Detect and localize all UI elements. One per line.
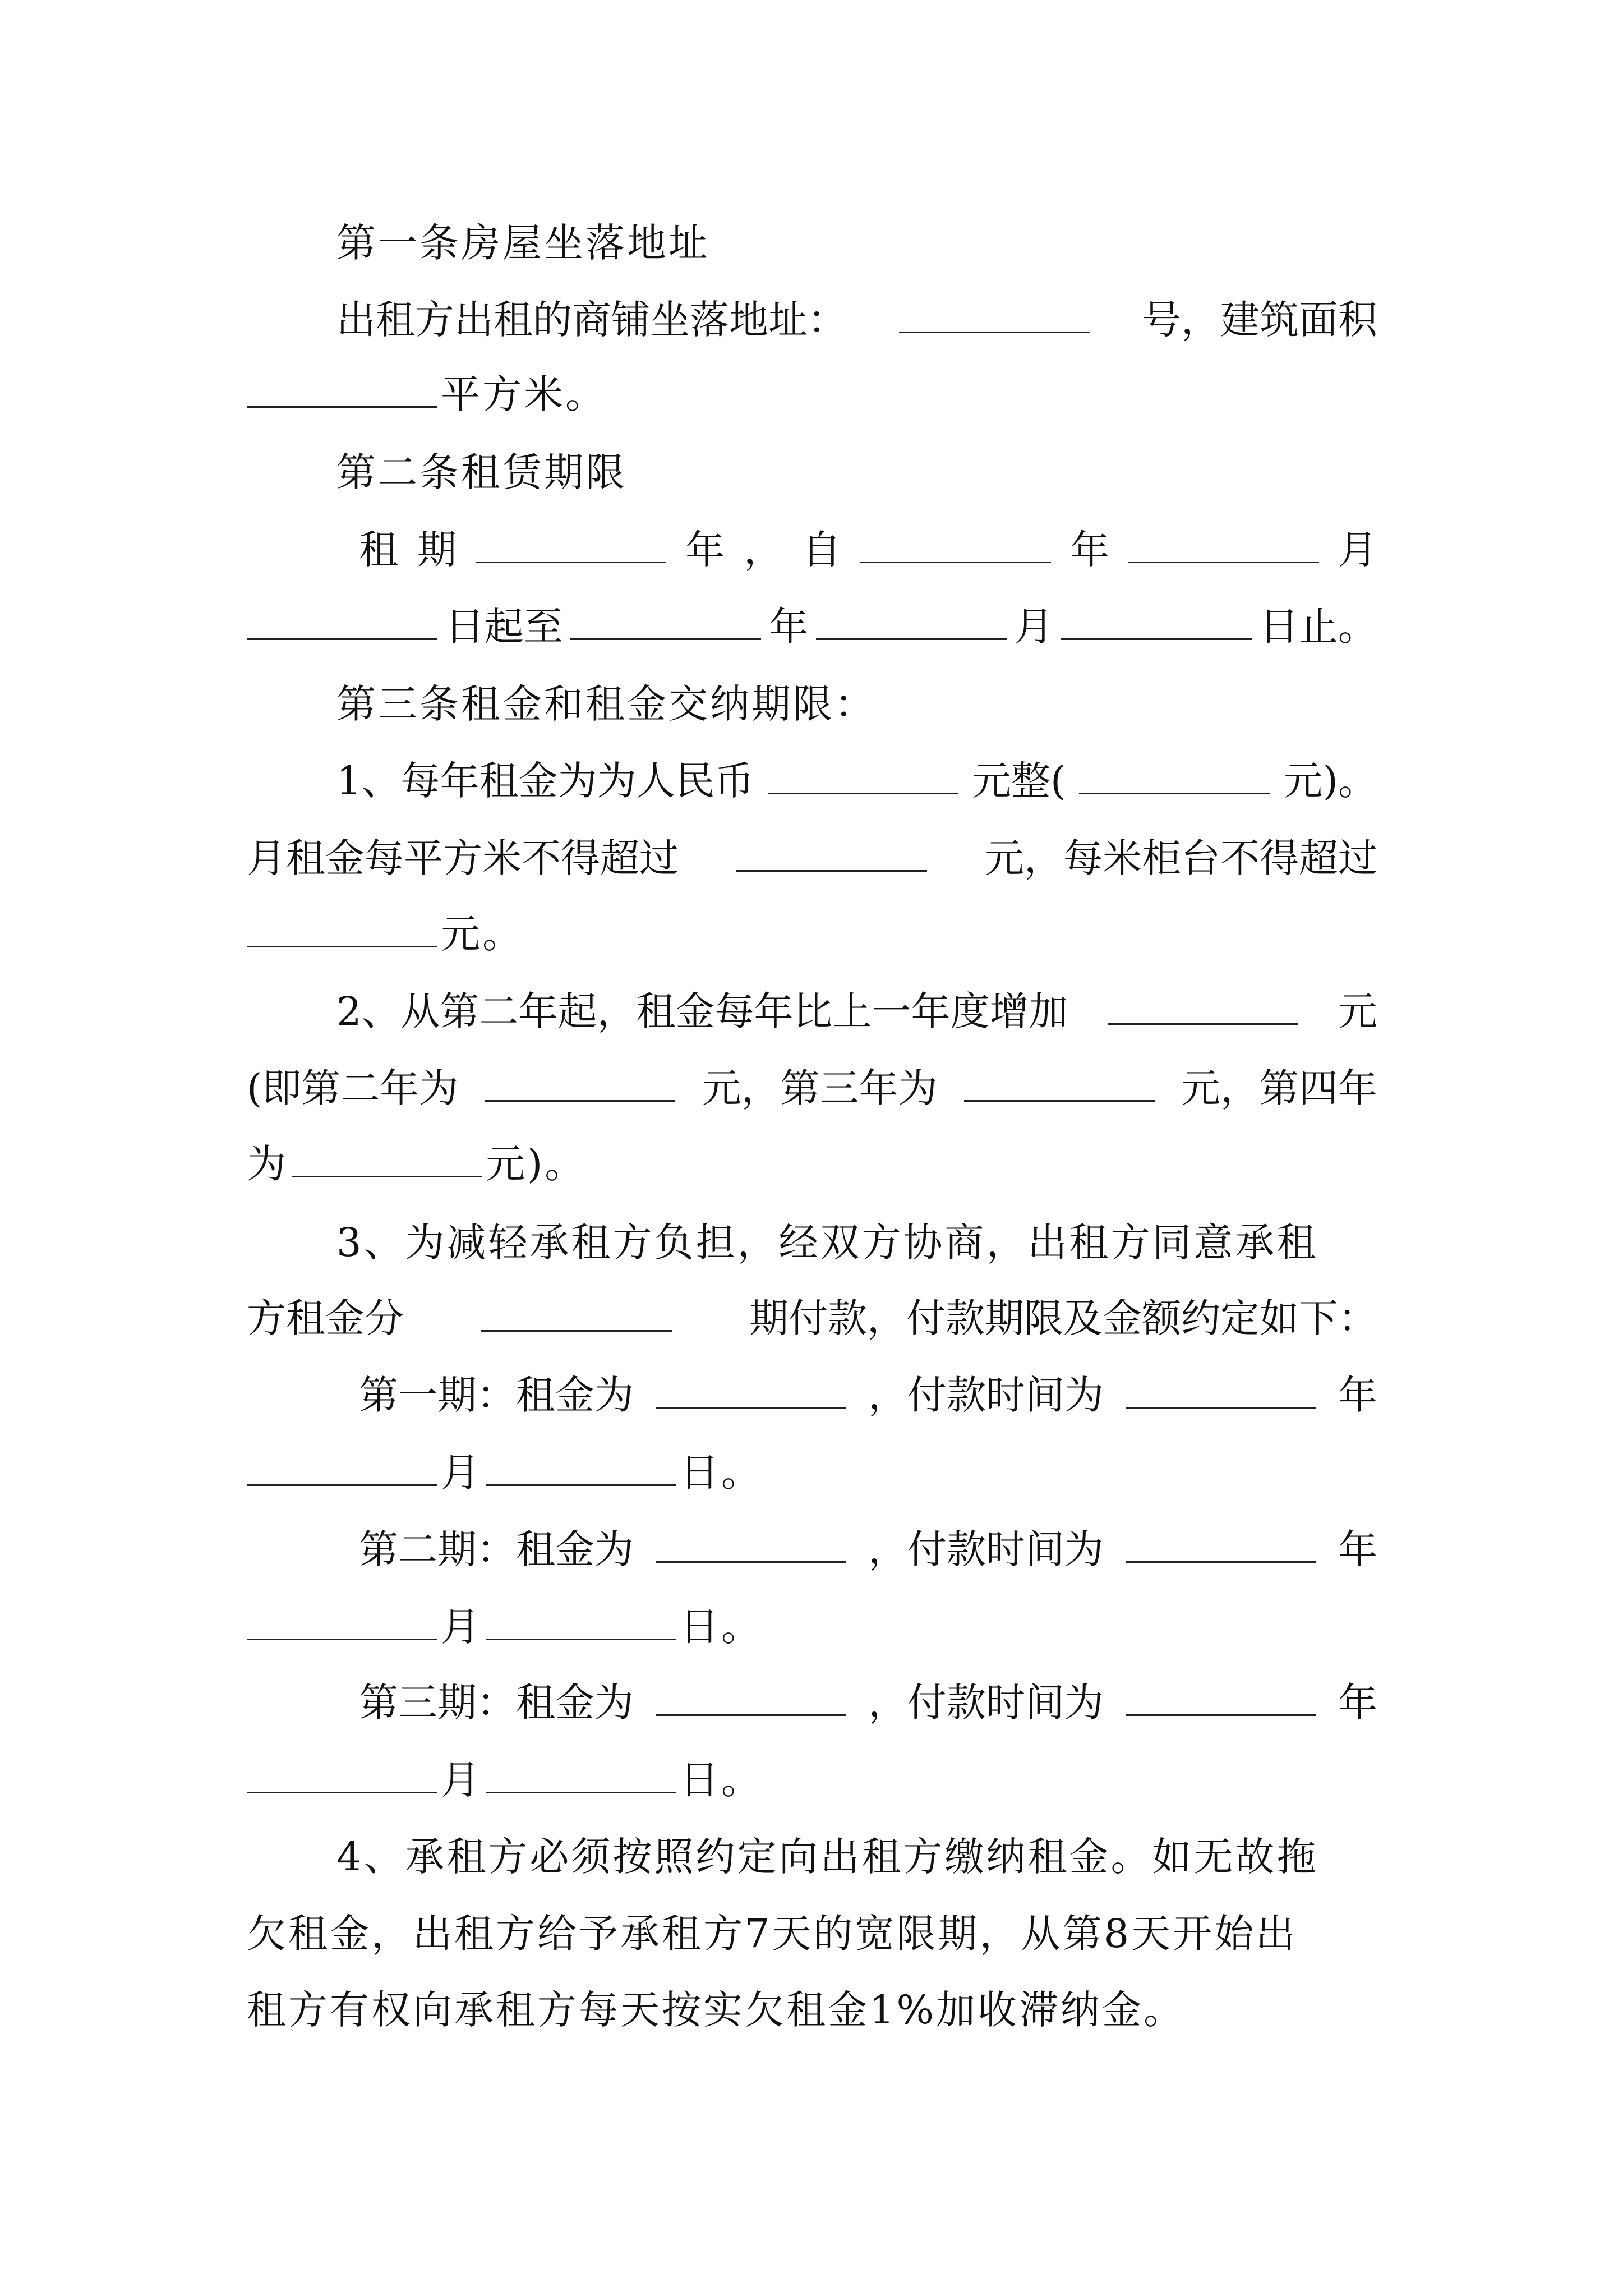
end-year-label: 年 <box>769 604 809 650</box>
installment-3-rent-label: 第三期：租金为 <box>359 1680 634 1726</box>
area-line <box>247 364 1377 425</box>
installment-2-line-1 <box>359 1519 1377 1580</box>
year-4-label: 元，第四年 <box>1181 1065 1377 1111</box>
monthly-rent-blank[interactable] <box>736 836 927 872</box>
start-year-label: 年 <box>1070 527 1109 573</box>
late-fee-line-2: 欠租金，出租方给予承租方7天的宽限期，从第8天开始出 <box>247 1911 1298 1957</box>
start-month-blank[interactable] <box>1128 528 1319 563</box>
year-2-blank[interactable] <box>485 1066 675 1102</box>
increase-label: 2、从第二年起，租金每年比上一年度增加 <box>336 988 1068 1034</box>
installment-count-blank[interactable] <box>481 1296 672 1332</box>
year-4-label-cont: 为 <box>247 1141 288 1187</box>
increase-line-1 <box>336 981 1377 1042</box>
term-from-label: 自 <box>802 527 841 573</box>
increase-blank[interactable] <box>1108 990 1298 1025</box>
rent-line-1 <box>336 750 1377 812</box>
monthly-rent-label: 月租金每平方米不得超过 <box>247 835 679 881</box>
area-label: 号，建筑面积 <box>1142 297 1377 343</box>
installment-1-rent-blank[interactable] <box>656 1373 846 1409</box>
installment-2-month-label: 月 <box>441 1604 482 1650</box>
increase-line-3 <box>247 1133 1377 1195</box>
term-line-2 <box>247 596 1377 657</box>
installment-2-time-label: ，付款时间为 <box>868 1526 1104 1572</box>
start-day-label: 日起至 <box>445 604 563 650</box>
increase-line-2 <box>247 1057 1377 1119</box>
counter-rent-unit: 元。 <box>441 911 524 957</box>
term-char-1: 租 <box>359 527 398 573</box>
installment-2-month-blank[interactable] <box>247 1605 437 1640</box>
year-3-blank[interactable] <box>964 1066 1155 1102</box>
installment-intro-1: 3、为减轻承租方负担，经双方协商，出租方同意承租 <box>336 1220 1318 1266</box>
installment-1-month-label: 月 <box>441 1450 482 1496</box>
installment-1-day-blank[interactable] <box>486 1451 676 1486</box>
installment-1-day-label: 日。 <box>680 1450 763 1496</box>
installment-1-year-label: 年 <box>1338 1372 1377 1418</box>
area-unit: 平方米。 <box>441 371 607 417</box>
rent-line-2 <box>247 827 1377 889</box>
installment-3-rent-blank[interactable] <box>656 1681 846 1716</box>
installment-1-line-1 <box>359 1364 1377 1426</box>
article-1-heading: 第一条房屋坐落地址 <box>336 220 710 266</box>
installment-1-line-2 <box>247 1442 1377 1503</box>
address-line <box>336 289 1377 351</box>
installment-2-rent-label: 第二期：租金为 <box>359 1526 634 1572</box>
end-month-label: 月 <box>1014 604 1054 650</box>
installment-3-line-2 <box>247 1749 1377 1811</box>
start-year-blank[interactable] <box>860 528 1051 563</box>
term-year-label: 年 <box>685 527 725 573</box>
installment-3-line-1 <box>359 1672 1377 1733</box>
year-2-label: (即第二年为 <box>247 1065 459 1111</box>
installment-terms-label: 期付款，付款期限及金额约定如下： <box>749 1295 1377 1341</box>
installment-1-year-blank[interactable] <box>1126 1373 1316 1409</box>
installment-intro-2 <box>247 1287 1377 1349</box>
installment-2-day-label: 日。 <box>680 1604 763 1650</box>
installment-3-month-blank[interactable] <box>247 1758 437 1793</box>
installment-1-rent-label: 第一期：租金为 <box>359 1372 634 1418</box>
late-fee-line-1: 4、承租方必须按照约定向出租方缴纳租金。如无故拖 <box>336 1834 1318 1880</box>
installment-3-month-label: 月 <box>441 1757 482 1803</box>
annual-rent-close: 元)。 <box>1283 758 1377 804</box>
article-3-heading: 第三条租金和租金交纳期限： <box>336 681 876 727</box>
annual-rent-label: 1、每年租金为为人民币 <box>336 758 754 804</box>
late-fee-line-3: 租方有权向承租方每天按实欠租金1%加收滞纳金。 <box>247 1987 1186 2033</box>
installment-2-rent-blank[interactable] <box>656 1527 846 1563</box>
end-month-blank[interactable] <box>816 605 1007 640</box>
year-4-unit: 元)。 <box>486 1141 587 1187</box>
installment-2-line-2 <box>247 1596 1377 1658</box>
term-char-2: 期 <box>417 527 457 573</box>
year-3-label: 元，第三年为 <box>702 1065 938 1111</box>
term-line-1 <box>359 519 1377 581</box>
area-blank[interactable] <box>247 372 437 408</box>
year-4-blank[interactable] <box>292 1142 482 1177</box>
increase-unit: 元 <box>1338 988 1377 1034</box>
installment-3-time-label: ，付款时间为 <box>868 1680 1104 1726</box>
annual-rent-figure-blank[interactable] <box>1079 759 1270 794</box>
annual-rent-unit: 元整( <box>971 758 1066 804</box>
address-label: 出租方出租的商铺坐落地址： <box>336 297 847 343</box>
installment-2-year-blank[interactable] <box>1126 1527 1316 1563</box>
end-day-label: 日止。 <box>1259 604 1377 650</box>
counter-rent-label: 元，每米柜台不得超过 <box>985 835 1377 881</box>
term-years-blank[interactable] <box>476 528 666 563</box>
end-year-blank[interactable] <box>570 605 761 640</box>
rent-line-3 <box>247 903 1377 965</box>
annual-rent-blank[interactable] <box>768 759 958 794</box>
installment-2-day-blank[interactable] <box>486 1605 676 1640</box>
start-day-blank[interactable] <box>247 605 437 640</box>
installment-1-month-blank[interactable] <box>247 1451 437 1486</box>
installment-1-time-label: ，付款时间为 <box>868 1372 1104 1418</box>
installment-2-year-label: 年 <box>1338 1526 1377 1572</box>
counter-rent-blank[interactable] <box>247 912 437 947</box>
start-month-label: 月 <box>1338 527 1377 573</box>
installment-3-year-blank[interactable] <box>1126 1681 1316 1716</box>
address-number-blank[interactable] <box>899 298 1090 333</box>
article-2-heading: 第二条租赁期限 <box>336 449 627 495</box>
installment-3-year-label: 年 <box>1338 1680 1377 1726</box>
installment-count-label: 方租金分 <box>247 1295 404 1341</box>
end-day-blank[interactable] <box>1061 605 1252 640</box>
installment-3-day-label: 日。 <box>680 1757 763 1803</box>
installment-3-day-blank[interactable] <box>486 1758 676 1793</box>
term-comma: ， <box>744 527 783 573</box>
